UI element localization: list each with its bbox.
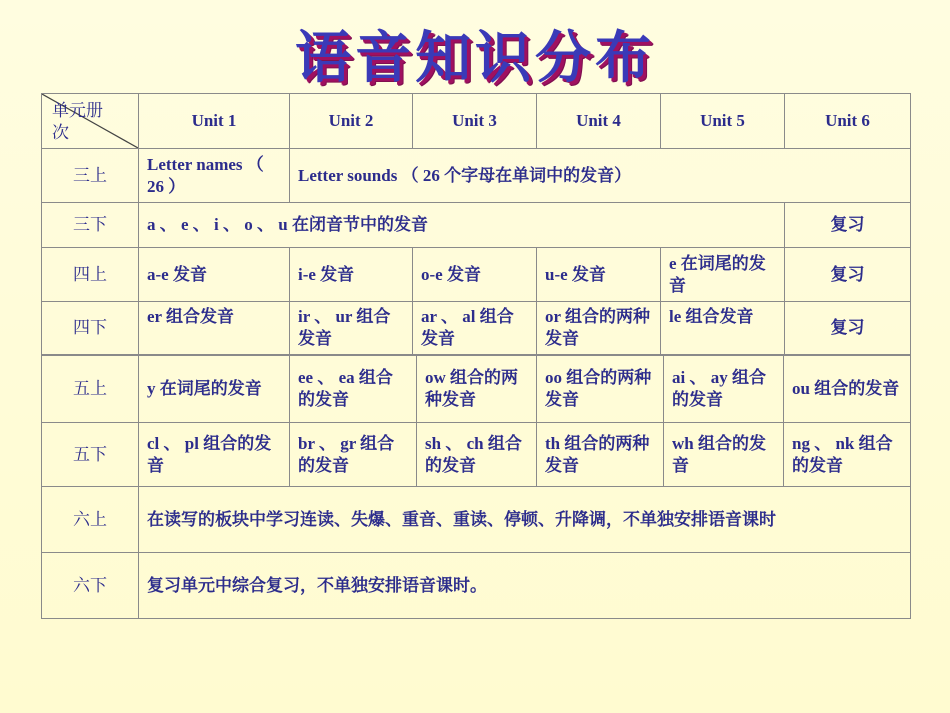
table-cell: er 组合发音	[139, 302, 290, 355]
table-cell: 在读写的板块中学习连读、失爆、重音、重读、停顿、升降调，不单独安排语音课时	[139, 487, 911, 553]
table-cell: th 组合的两种发音	[537, 423, 664, 487]
table-cell: ng 、 nk 组合的发音	[784, 423, 911, 487]
table-cell: 复习	[785, 203, 911, 248]
table-cell: y 在词尾的发音	[139, 356, 290, 423]
term-label: 六上	[42, 487, 139, 553]
unit-header: Unit 2	[290, 94, 413, 149]
table-cell: oo 组合的两种发音	[537, 356, 664, 423]
table-cell: i-e 发音	[290, 248, 413, 302]
term-label: 五上	[42, 356, 139, 423]
table-row	[42, 149, 911, 203]
phonics-table-lower	[41, 355, 911, 619]
term-label: 四下	[42, 302, 139, 355]
unit-header: Unit 3	[413, 94, 537, 149]
table-row	[42, 302, 911, 355]
unit-header: Unit 6	[785, 94, 911, 149]
table-cell: 复习	[785, 248, 911, 302]
term-label: 三下	[42, 203, 139, 248]
table-cell: br 、 gr 组合的发音	[290, 423, 417, 487]
table-cell: a-e 发音	[139, 248, 290, 302]
table-cell: e 在词尾的发音	[661, 248, 785, 302]
header-row	[42, 94, 911, 149]
table-cell: u-e 发音	[537, 248, 661, 302]
table-row	[42, 423, 911, 487]
table-row	[42, 203, 911, 248]
table-cell: or 组合的两种发音	[537, 302, 661, 355]
term-label: 四上	[42, 248, 139, 302]
table-row	[42, 356, 911, 423]
corner-header-label: 单元册 次	[52, 101, 103, 142]
table-cell: Letter sounds （ 26 个字母在单词中的发音）	[290, 149, 911, 203]
table-cell: ou 组合的发音	[784, 356, 911, 423]
table-cell: ee 、 ea 组合的发音	[290, 356, 417, 423]
unit-header: Unit 4	[537, 94, 661, 149]
table-cell: ir 、 ur 组合发音	[290, 302, 413, 355]
table-row	[42, 553, 911, 619]
table-cell: wh 组合的发音	[664, 423, 784, 487]
table-cell: ai 、 ay 组合的发音	[664, 356, 784, 423]
phonics-table-upper	[41, 93, 911, 355]
table-cell: le 组合发音	[661, 302, 785, 355]
table-cell: ar 、 al 组合发音	[413, 302, 537, 355]
table-cell: cl 、 pl 组合的发音	[139, 423, 290, 487]
table-cell: Letter names （ 26 ）	[139, 149, 290, 203]
table-cell: 复习单元中综合复习，不单独安排语音课时。	[139, 553, 911, 619]
table-row	[42, 248, 911, 302]
term-label: 五下	[42, 423, 139, 487]
table-cell: ow 组合的两种发音	[417, 356, 537, 423]
table-cell: o-e 发音	[413, 248, 537, 302]
page-title: 语音知识分布	[295, 26, 655, 91]
term-label: 三上	[42, 149, 139, 203]
table-cell: sh 、 ch 组合的发音	[417, 423, 537, 487]
table-cell: 复习	[785, 302, 911, 355]
unit-header: Unit 5	[661, 94, 785, 149]
table-row	[42, 487, 911, 553]
term-label: 六下	[42, 553, 139, 619]
corner-header-cell	[42, 94, 139, 149]
table-cell: a 、 e 、 i 、 o 、 u 在闭音节中的发音	[139, 203, 785, 248]
unit-header: Unit 1	[139, 94, 290, 149]
